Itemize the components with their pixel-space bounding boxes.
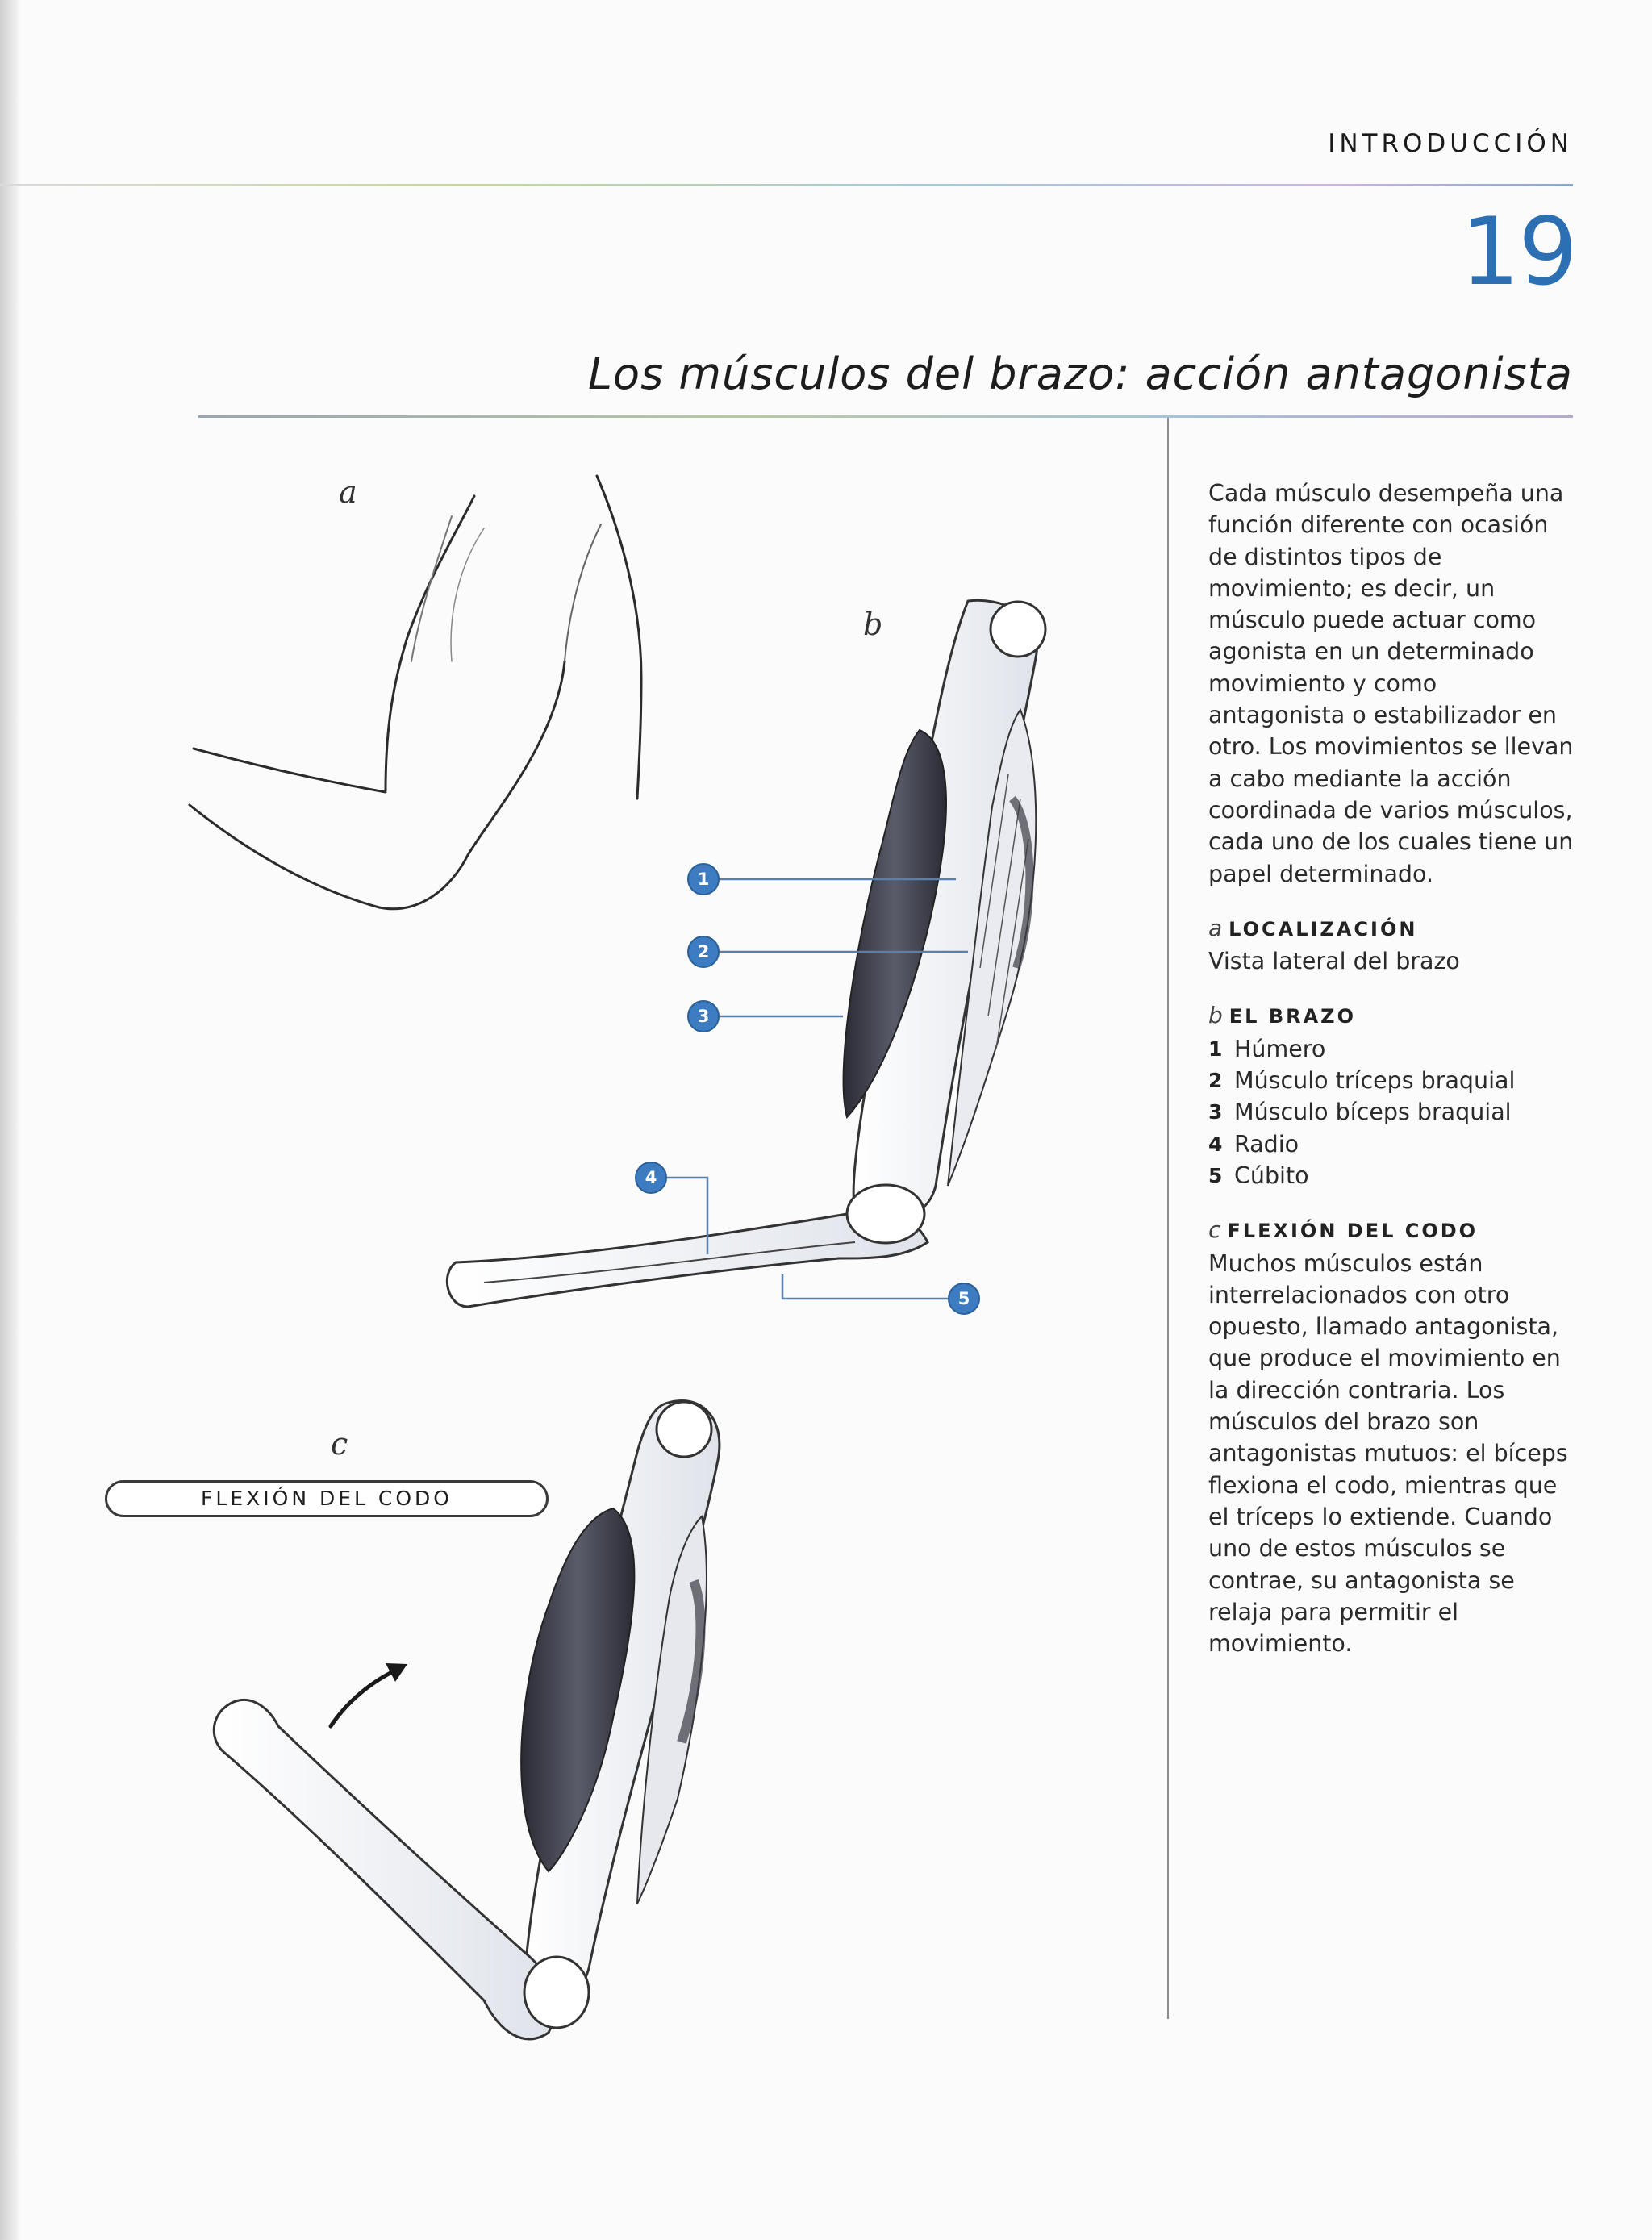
figure-c-letter: c xyxy=(331,1426,348,1462)
section-heading: INTRODUCCIÓN xyxy=(1328,129,1573,158)
column-divider xyxy=(1167,418,1169,2019)
legend-item: 5 Cúbito xyxy=(1208,1162,1309,1189)
section-b-heading: b EL BRAZO xyxy=(1208,1002,1356,1029)
page-number: 19 xyxy=(1460,198,1576,307)
callout-4: 4 xyxy=(635,1162,667,1194)
section-a-heading: a LOCALIZACIÓN xyxy=(1208,914,1418,941)
figure-b-letter: b xyxy=(863,607,883,642)
page-title: Los músculos del brazo: acción antagonista xyxy=(587,348,1573,399)
sidebar-text xyxy=(1208,478,1575,1659)
legend-item: 4 Radio xyxy=(1208,1130,1299,1158)
section-b xyxy=(1208,999,1575,1191)
callout-3: 3 xyxy=(687,1000,720,1032)
legend-item: 1 Húmero xyxy=(1208,1035,1326,1062)
figure-a-letter: a xyxy=(339,474,357,510)
flexion-banner: FLEXIÓN DEL CODO xyxy=(105,1480,549,1517)
legend-list xyxy=(1208,1033,1575,1191)
figure-a-arm-lateral xyxy=(190,476,641,909)
legend-item: 2 Músculo tríceps braquial xyxy=(1208,1067,1516,1095)
callout-1: 1 xyxy=(687,863,720,895)
legend-item: 3 Músculo bíceps braquial xyxy=(1208,1099,1512,1126)
intro-paragraph: Cada músculo desempeña una función diferente con ocasión de distintos tipos de movimiento; es decir, un músculo puede actuar como agonista en un determinado movimiento y como antagonista o estabilizador en otro. Los movimientos se llevan a cabo mediante la acción coordinada de varios músculos, cada uno de los cuales tiene un papel determinado. xyxy=(1208,480,1574,887)
section-c-heading: c FLEXIÓN DEL CODO xyxy=(1208,1216,1479,1244)
section-a-text: Vista lateral del brazo xyxy=(1208,948,1460,975)
figure-b-arm-anatomy xyxy=(447,600,1045,1307)
callout-5: 5 xyxy=(948,1283,980,1315)
section-a xyxy=(1208,912,1575,978)
section-c-text: Muchos músculos están interrelacionados con otro opuesto, llamado antagonista, que produce el movimiento en la dirección contraria. Los músculos del brazo son antagonistas mutuos: el bíceps flexiona el codo, mientras que el tríceps lo extiende. Cuando uno de estos músculos se contrae, su antagonista se relaja para permitir el movimiento. xyxy=(1208,1249,1568,1658)
callout-2: 2 xyxy=(687,936,720,968)
section-c xyxy=(1208,1214,1575,1659)
